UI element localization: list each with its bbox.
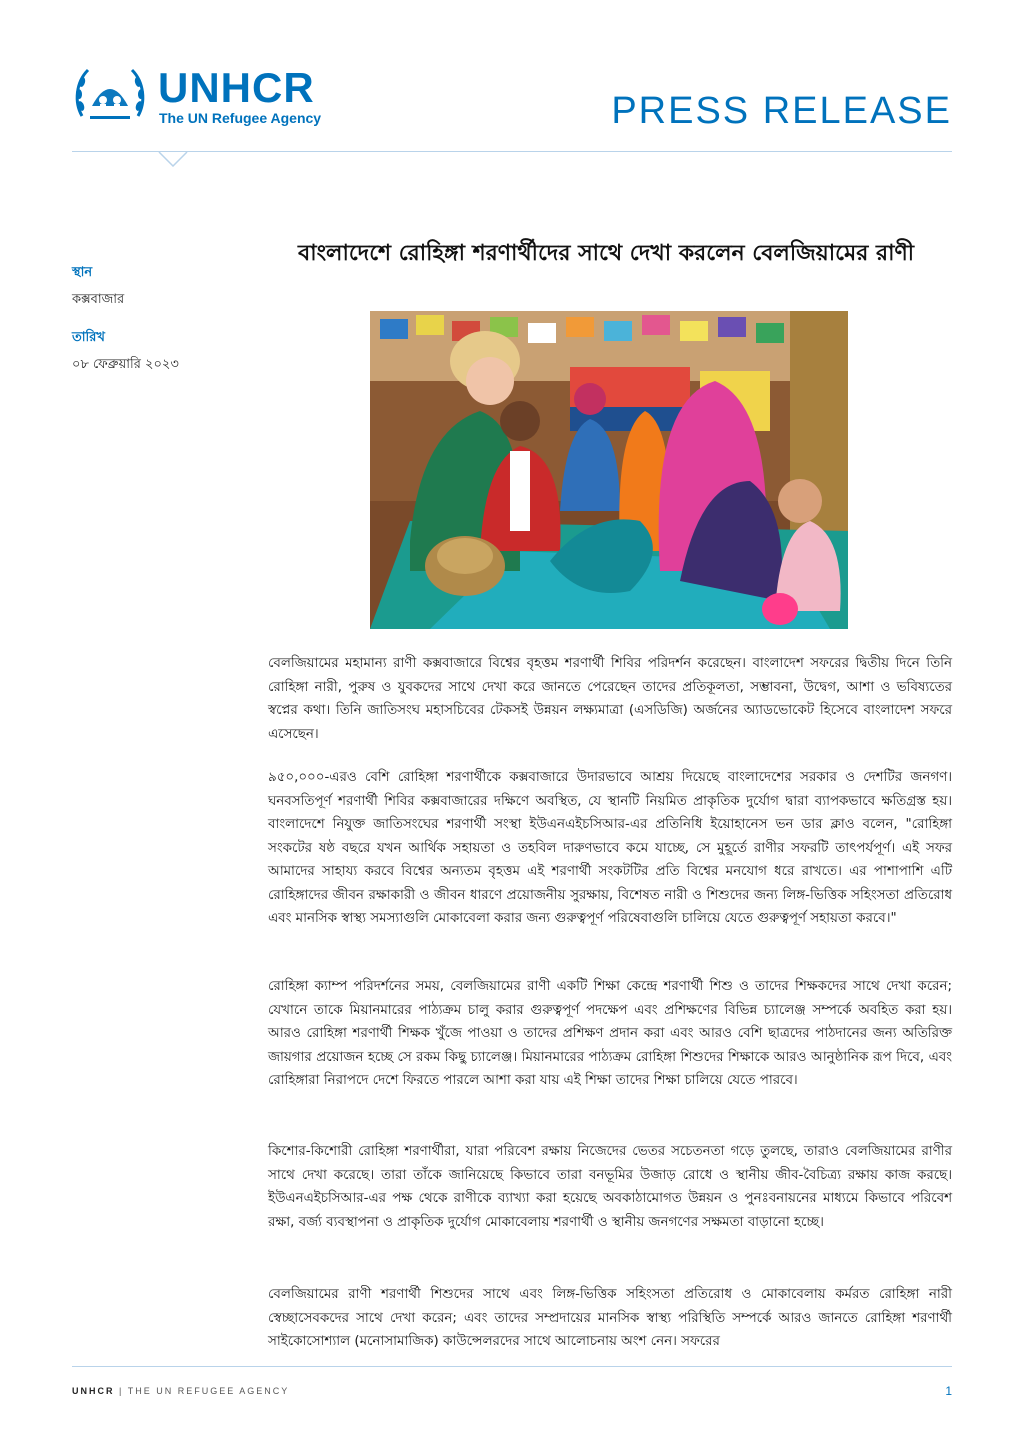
paragraph-text: ৯৫০,০০০-এরও বেশি রোহিঙ্গা শরণার্থীকে কক্সবাজারে উদারভাবে আশ্রয় দিয়েছে বাংলাদেশের সরকার ও দেশটির জনগণ। ঘনবসতিপূর্ণ শরণার্থী শিবির কক্সবাজারের দক্ষিণে অবস্থিত, যে স্থানটি নিয়মিত প্রাকৃতিক দুর্যোগ দ্বারা ব্যাপকভাবে ক্ষতিগ্রস্ত হয়। বাংলাদেশে নিযুক্ত জাতিসংঘের শরণার্থী সংস্থা ইউএনএইচসিআর-এর প্রতিনিধি ইয়োহানেস ভন ডার ক্লাও বলেন, "রোহিঙ্গা সংকটের ষষ্ঠ বছরে যখন আর্থিক সহায়তা ও তহবিল দারুণভাবে কমে যাচ্ছে, সে মুহূর্তে রাণীর সফরটি তাৎপর্যপূর্ণ। এই সফর আমাদের সাহায্য করবে বিশ্বের অন্যতম বৃহত্তম এই শরণার্থী সংকটটির প্রতি বিশ্বের মনযোগ ধরে রাখতে। এর পাশাপাশি এটি রোহিঙ্গাদের জীবন রক্ষাকারী ও জীবন ধারণে প্রয়োজনীয় সুরক্ষায়, বিশেষত নারী ও শিশুদের জন্য লিঙ্গ-ভিত্তিক সহিংসতা প্রতিরোধ এবং মানসিক স্বাস্থ্য সমস্যাগুলি মোকাবেলা করার জন্য গুরুত্বপূর্ণ পরিষেবাগুলি চালিয়ে যেতে গুরুত্বপূর্ণ সহায়তা করবে।" (268, 770, 952, 926)
unhcr-logo (72, 62, 352, 134)
logo-wordmark: UNHCR (158, 64, 315, 111)
date-label: তারিখ (72, 330, 105, 345)
place-label: স্থান (72, 265, 93, 280)
footer-divider (72, 1366, 952, 1367)
logo-subtitle: The UN Refugee Agency (159, 110, 322, 126)
paragraph-2 (268, 766, 952, 931)
place-meta (72, 263, 242, 311)
paragraph-5 (268, 1283, 952, 1354)
footer-tagline: THE UN REFUGEE AGENCY (127, 1386, 290, 1396)
unhcr-emblem-icon (72, 62, 148, 128)
paragraph-1 (268, 652, 952, 746)
place-value: কক্সবাজার (72, 292, 125, 307)
header-divider (72, 151, 952, 152)
paragraph-4 (268, 1140, 952, 1234)
date-meta (72, 328, 242, 376)
paragraph-text: বেলজিয়ামের রাণী শরণার্থী শিশুদের সাথে এবং লিঙ্গ-ভিত্তিক সহিংসতা প্রতিরোধ ও মোকাবেলায় কর্মরত রোহিঙ্গা নারী স্বেচ্ছাসেবকদের সাথে দেখা করেন; এবং তাদের সম্প্রদায়ের মানসিক স্বাস্থ্য পরিস্থিতি সম্পর্কে আরও জানতে রোহিঙ্গা শরণার্থী সাইকোসোশ্যাল (মনোসামাজিক) কাউন্সেলরদের সাথে আলোচনায় অংশ নেন। সফরের (268, 1287, 952, 1349)
chevron-down-icon (158, 151, 188, 167)
paragraph-text: রোহিঙ্গা ক্যাম্প পরিদর্শনের সময়, বেলজিয়ামের রাণী একটি শিক্ষা কেন্দ্রে শরণার্থী শিশু ও তাদের শিক্ষকদের সাথে দেখা করেন; যেখানে তাকে মিয়ানমারের পাঠ্যক্রম চালু করার গুরুত্বপূর্ণ পদক্ষেপ এবং প্রশিক্ষণের বিভিন্ন চ্যালেঞ্জ সম্পর্কে অবহিত করা হয়। আরও রোহিঙ্গা শরণার্থী শিক্ষক খুঁজে পাওয়া ও তাদের প্রশিক্ষণ প্রদান করা এবং আরও বেশি ছাত্রদের পাঠদানের জন্য অতিরিক্ত জায়গার প্রয়োজন হচ্ছে সে রকম কিছু চ্যালেঞ্জ। মিয়ানমারের পাঠ্যক্রম রোহিঙ্গা শিশুদের শিক্ষাকে আরও আনুষ্ঠানিক রূপ দিবে, এবং রোহিঙ্গারা নিরাপদে দেশে ফিরতে পারলে আশা করা যায় এই শিক্ষা তাদের শিক্ষা চালিয়ে যেতে পারবে। (268, 979, 952, 1088)
paragraph-text: কিশোর-কিশোরী রোহিঙ্গা শরণার্থীরা, যারা পরিবেশ রক্ষায় নিজেদের ভেতর সচেতনতা গড়ে তুলছে, তারাও বেলজিয়ামের রাণীর সাথে দেখা করেছে। তারা তাঁকে জানিয়েছে কিভাবে তারা বনভূমির উজাড় রোধে ও স্থানীয় জীব-বৈচিত্র্য রক্ষায় কাজ করছে। ইউএনএইচসিআর-এর পক্ষ থেকে রাণীকে ব্যাখ্যা করা হয়েছে অবকাঠামোগত উন্নয়ন ও পুনঃবনায়নের মাধ্যমে কিভাবে পরিবেশ রক্ষা, বর্জ্য ব্যবস্থাপনা ও প্রাকৃতিক দুর্যোগ মোকাবেলায় শরণার্থী ও স্থানীয় জনগণের সক্ষমতা বাড়ানো হচ্ছে। (268, 1144, 952, 1230)
date-value: ০৮ ফেব্রুয়ারি ২০২৩ (72, 357, 179, 372)
footer-org-name: UNHCR (72, 1386, 115, 1396)
page-number: 1 (945, 1384, 952, 1398)
event-photo (370, 311, 848, 629)
footer-org (72, 1386, 289, 1396)
page-header (72, 62, 952, 162)
paragraph-text: বেলজিয়ামের মহামান্য রাণী কক্সবাজারে বিশ্বের বৃহত্তম শরণার্থী শিবির পরিদর্শন করেছেন। বাংলাদেশ সফরের দ্বিতীয় দিনে তিনি রোহিঙ্গা নারী, পুরুষ ও যুবকদের সাথে দেখা করে জানতে পেরেছেন তাদের প্রতিকূলতা, সম্ভাবনা, উদ্বেগ, আশা ও ভবিষ্যতের স্বপ্নের কথা। তিনি জাতিসংঘ মহাসচিবের টেকসই উন্নয়ন লক্ষ্যমাত্রা (এসডিজি) অর্জনের অ্যাডভোকেট হিসেবে বাংলাদেশ সফরে এসেছেন। (268, 656, 952, 742)
press-release-heading: PRESS RELEASE (611, 90, 952, 132)
page-title: বাংলাদেশে রোহিঙ্গা শরণার্থীদের সাথে দেখা করলেন বেলজিয়ামের রাণী (297, 241, 915, 266)
footer-separator: | (119, 1386, 128, 1396)
paragraph-3 (268, 975, 952, 1093)
